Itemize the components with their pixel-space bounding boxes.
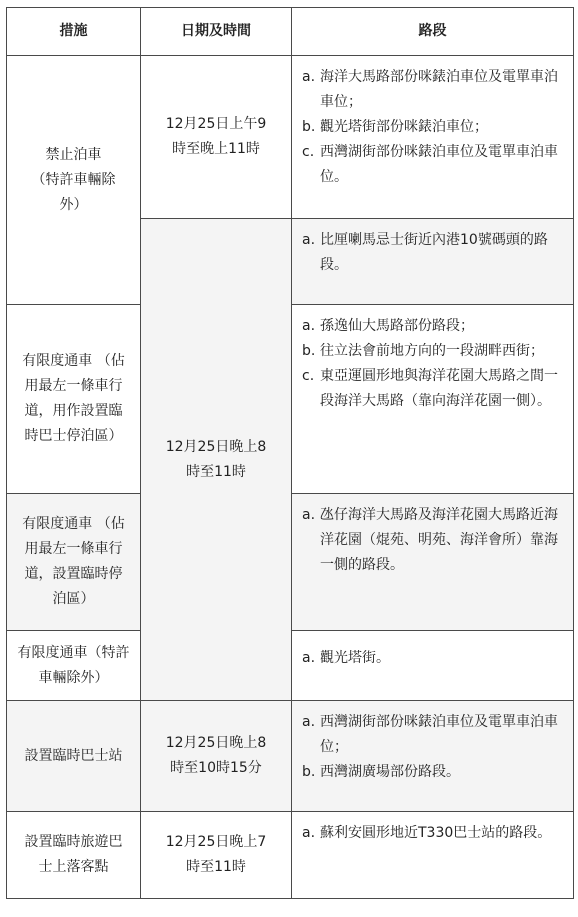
list-item bbox=[302, 710, 563, 760]
list-marker: a. bbox=[302, 650, 316, 666]
road-list bbox=[302, 314, 563, 414]
road-item-text: 觀光塔街部份咪錶泊車位； bbox=[320, 119, 488, 135]
list-item bbox=[302, 115, 563, 140]
header-datetime: 日期及時間 bbox=[141, 8, 292, 56]
datetime-cell bbox=[141, 701, 292, 812]
datetime-cell bbox=[141, 219, 292, 701]
road-item-text: 蘇利安圓形地近T330巴士站的路段。 bbox=[320, 825, 552, 841]
road-cell bbox=[292, 494, 574, 631]
header-road-section: 路段 bbox=[292, 8, 574, 56]
list-marker: a. bbox=[302, 232, 316, 248]
road-list bbox=[302, 503, 563, 578]
list-marker: b. bbox=[302, 119, 316, 135]
list-marker: c. bbox=[302, 144, 315, 160]
list-item bbox=[302, 503, 563, 578]
header-row bbox=[7, 8, 574, 56]
list-item bbox=[302, 65, 563, 115]
measure-cell bbox=[7, 812, 141, 899]
road-cell bbox=[292, 56, 574, 219]
road-cell bbox=[292, 812, 574, 899]
road-item-text: 孫逸仙大馬路部份路段； bbox=[320, 318, 474, 334]
measure-cell bbox=[7, 494, 141, 631]
road-list bbox=[302, 646, 563, 671]
list-marker: a. bbox=[302, 507, 316, 523]
road-item-text: 西灣湖街部份咪錶泊車位及電單車泊車位。 bbox=[320, 144, 558, 185]
road-cell bbox=[292, 305, 574, 494]
road-list bbox=[302, 710, 563, 785]
measure-cell bbox=[7, 56, 141, 305]
datetime-cell bbox=[141, 56, 292, 219]
road-list bbox=[302, 65, 563, 190]
list-item bbox=[302, 314, 563, 339]
list-marker: a. bbox=[302, 318, 316, 334]
list-marker: a. bbox=[302, 714, 316, 730]
list-item bbox=[302, 821, 563, 846]
measure-cell bbox=[7, 701, 141, 812]
list-marker: b. bbox=[302, 764, 316, 780]
datetime-text: 12月25日晚上8時至11時 bbox=[165, 438, 267, 480]
road-list bbox=[302, 228, 563, 278]
list-marker: a. bbox=[302, 69, 316, 85]
table-row bbox=[7, 56, 574, 219]
road-item-text: 西灣湖廣場部份路段。 bbox=[320, 764, 460, 780]
list-marker: c. bbox=[302, 368, 315, 384]
measure-text: 有限度通車（特許車輛除外） bbox=[17, 644, 130, 686]
traffic-measures-table bbox=[6, 7, 574, 899]
road-list bbox=[302, 821, 563, 846]
datetime-text: 12月25日晚上7時至11時 bbox=[165, 834, 267, 875]
measure-text: 設置臨時旅遊巴士上落客點 bbox=[24, 834, 123, 875]
datetime-cell bbox=[141, 812, 292, 899]
measure-cell bbox=[7, 305, 141, 494]
datetime-text: 12月25日晚上8時至10時15分 bbox=[165, 735, 267, 776]
table-row bbox=[7, 701, 574, 812]
road-item-text: 觀光塔街。 bbox=[320, 650, 390, 666]
measure-text: 設置臨時巴士站 bbox=[24, 747, 123, 764]
list-item bbox=[302, 646, 563, 671]
list-marker: a. bbox=[302, 825, 316, 841]
list-item bbox=[302, 364, 563, 414]
header-measure: 措施 bbox=[7, 8, 141, 56]
road-cell bbox=[292, 219, 574, 305]
list-marker: b. bbox=[302, 343, 316, 359]
measure-text: 有限度通車 （佔用最左一條車行道，用作設置臨時巴士停泊區） bbox=[22, 353, 125, 444]
list-item bbox=[302, 228, 563, 278]
road-item-text: 西灣湖街部份咪錶泊車位及電單車泊車位； bbox=[320, 714, 558, 755]
measure-cell bbox=[7, 631, 141, 701]
road-item-text: 海洋大馬路部份咪錶泊車位及電單車泊車位； bbox=[320, 69, 558, 110]
road-cell bbox=[292, 701, 574, 812]
datetime-text: 12月25日上午9時至晚上11時 bbox=[165, 116, 267, 157]
table-row bbox=[7, 812, 574, 899]
road-item-text: 比厘喇馬忌士街近內港10號碼頭的路段。 bbox=[320, 232, 548, 273]
road-cell bbox=[292, 631, 574, 701]
measure-text: 有限度通車 （佔用最左一條車行道，設置臨時停泊區） bbox=[22, 516, 125, 607]
list-item bbox=[302, 760, 563, 785]
list-item bbox=[302, 339, 563, 364]
road-item-text: 氹仔海洋大馬路及海洋花園大馬路近海洋花園（焜苑、明苑、海洋會所）靠海一側的路段。 bbox=[320, 507, 558, 573]
road-item-text: 東亞運圓形地與海洋花園大馬路之間一段海洋大馬路（靠向海洋花園一側）。 bbox=[320, 368, 558, 409]
road-item-text: 往立法會前地方向的一段湖畔西街； bbox=[320, 343, 544, 359]
list-item bbox=[302, 140, 563, 190]
measure-text: 禁止泊車 （特許車輛除外） bbox=[31, 146, 116, 213]
